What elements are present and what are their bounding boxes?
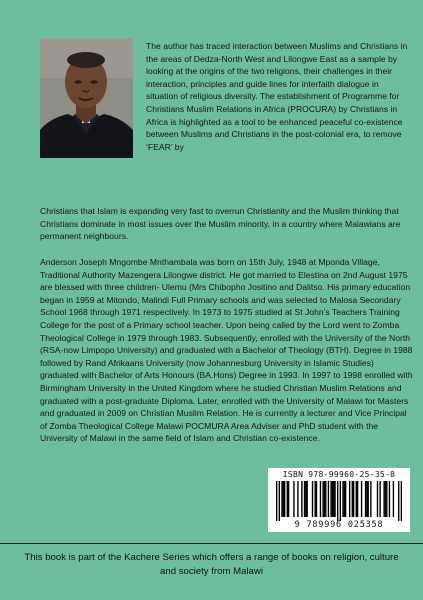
- barcode-bar: [353, 481, 354, 517]
- barcode-bar: [377, 481, 378, 517]
- barcode-bar: [328, 481, 329, 517]
- barcode-bar: [330, 481, 331, 517]
- barcode-bar: [385, 481, 386, 517]
- author-biography: Anderson Joseph Mngombe Mnthambala was born on 15th July, 1948 at Mponda Village, Traditional Authority Mazengera Lilongwe district. He got married to Elestina on 2nd August 1975 are blessed with three children- Ulemu (Mrs Chibopho Jositino and Dalitso. His primary education began in 1959 at Mitondo, Malindi Full Primary schools and was selected to Malosa Secondary School 1968 through 1971 respectively. In 1973 to 1975 studied at St John’s Teachers Training College for the post of a Primary school teacher. Upon being called by the Lord went to Zomba Theological College in 1979 through 1983. Subsequently, enrolled with the University of the North (RSA-now Limpopo University) and graduated with a Bachelor of Theology (BTH). Degree in 1988 followed by Rand Afrikaans University (now Johannesburg University in Islamic Studies) graduated with Bachelor of Arts Honours (BA.Hons) Degree in 1993. In 1997 to 1998 enrolled with Birmingham University in the United Kingdom where he studied Christian Muslim Relations and graduated with a post-graduate Diploma. Later, enrolled with the University of Malawi for Masters and graduated in 2009 on Christian Muslim Relation. He is currently a lecturer and Vice Principal of Zomba Theological College Malawi POCMURA Area Adviser and PhD student with the University of Malawi in the same field of Islam and Christian co-existence.: [40, 257, 413, 444]
- barcode-bar: [345, 481, 346, 517]
- isbn-barcode: [268, 468, 410, 532]
- barcode-bar: [366, 481, 367, 517]
- barcode-bar: [370, 481, 371, 517]
- barcode-bar: [314, 481, 315, 517]
- barcode-bar: [368, 481, 369, 517]
- barcode-bar: [356, 481, 357, 517]
- barcode-bar: [320, 481, 321, 517]
- author-portrait-icon: [40, 38, 133, 158]
- barcode-bar: [287, 481, 288, 517]
- barcode-bar: [357, 481, 358, 517]
- barcode-bar: [324, 481, 325, 517]
- barcode-bar: [297, 481, 298, 517]
- barcode-bar: [398, 481, 399, 521]
- barcode-bar: [304, 481, 305, 517]
- barcode-bar: [332, 481, 333, 517]
- barcode-bar: [281, 481, 282, 517]
- barcode-bar: [337, 481, 338, 521]
- isbn-label: ISBN 978-99960-25-35-8: [282, 470, 396, 479]
- barcode-bar: [386, 481, 387, 517]
- barcode-bar: [349, 481, 350, 517]
- barcode-bar: [276, 481, 277, 521]
- divider: [0, 543, 423, 544]
- barcode-bar: [322, 481, 323, 517]
- barcode-bar: [316, 481, 317, 517]
- barcode-bar: [383, 481, 384, 517]
- barcode-bar: [340, 481, 341, 521]
- barcode-bar: [305, 481, 306, 517]
- barcode-bar: [393, 481, 394, 517]
- series-note: This book is part of the Kachere Series which offers a range of books on religion, culture and society from Malawi: [24, 552, 399, 577]
- barcode-bar: [307, 481, 308, 517]
- barcode-bar: [283, 481, 284, 517]
- barcode-bar: [312, 481, 313, 517]
- barcode-bar: [288, 481, 289, 517]
- barcode-bar: [342, 481, 343, 517]
- barcode-bar: [301, 481, 302, 517]
- barcode-bar: [279, 481, 280, 521]
- barcode-bar: [293, 481, 294, 517]
- blurb-paragraph-1: The author has traced interaction between Muslims and Christians in the areas of Dedza-North West and Lilongwe East as a sample by looking at the origins of the two religions, their challenges in their interaction, principles and guide lines for interfaith dialogue in situation of religious diversity. The establishment of Programme for Christians Muslim Relations in Africa (PROCURA) by Christians in Africa is highlighted as a tool to be enhanced peaceful co-existence between Muslims and Christians in the post-colonial era, to remove ‘FEAR’ by: [146, 41, 408, 152]
- blurb-paragraph-1-continued: Christians that Islam is expanding very fast to overrun Christianity and the Muslim thinking that Christians dominate in most issues over the Muslim minority, in a country where Malawians are permanent neighbours.: [40, 206, 401, 242]
- barcode-bar: [352, 481, 353, 517]
- barcode-bar: [365, 481, 366, 517]
- barcode-bar: [361, 481, 362, 517]
- barcode-bar: [379, 481, 380, 517]
- barcode-bar: [401, 481, 402, 521]
- barcode-icon: [276, 481, 402, 521]
- barcode-bar: [284, 481, 285, 517]
- barcode-bar: [333, 481, 334, 517]
- barcode-bar: [344, 481, 345, 517]
- barcode-bar: [389, 481, 390, 517]
- barcode-bar: [325, 481, 326, 517]
- barcode-digits: 9 789996 025358: [294, 520, 384, 530]
- barcode-bar: [334, 481, 335, 517]
